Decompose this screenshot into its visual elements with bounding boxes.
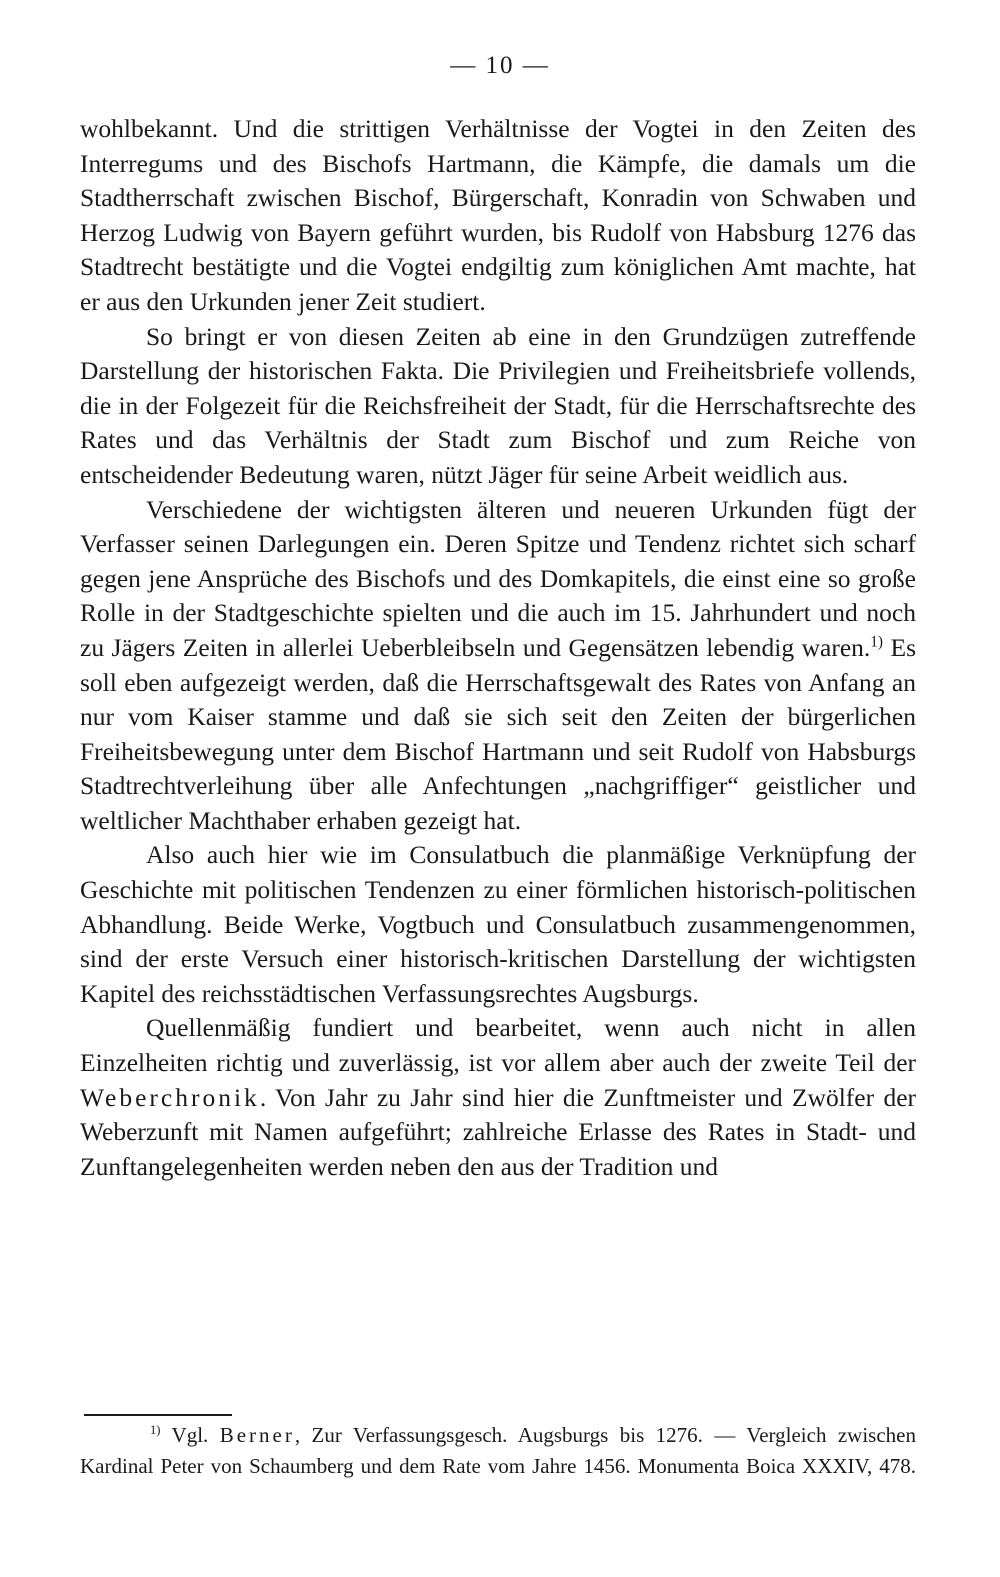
footnote-text-b: , Zur Verfassungsgesch. Augsburgs bis 1276. — Vergleich zwischen Kardinal Peter von Schaumberg und dem Rate vom Jahre 1456. Monumenta Boica XXXIV, 478. (80, 1423, 916, 1478)
footnote-marker: 1) (150, 1423, 161, 1437)
paragraph-4: Also auch hier wie im Consulatbuch die planmäßige Verknüpfung der Geschichte mit politischen Tendenzen zu einer förmlichen historisch-politischen Abhandlung. Beide Werke, Vogtbuch und Consulatbuch zusammengenommen, sind der erste Versuch einer historisch-kritischen Darstellung der wichtigsten Kapitel des reichsstädtischen Verfassungsrechtes Augsburgs. (80, 840, 916, 1008)
footnote-author: Berner (219, 1423, 295, 1447)
paragraph-5 (80, 1011, 916, 1184)
paragraph-5-text-b: . Von Jahr zu Jahr sind hier die Zunftmeister und Zwölfer der Weberzunft mit Namen aufgeführt; zahlreiche Erlasse des Rates in Stadt- und Zunftangelegenheiten werden neben den aus der Tradition und (80, 1082, 916, 1181)
paragraph-5-text-a: Quellenmäßig fundiert und bearbeitet, wenn auch nicht in allen Einzelheiten richtig und zuverlässig, ist vor allem aber auch der zweite Teil der (80, 1013, 916, 1078)
footnote-1 (80, 1420, 916, 1513)
paragraph-2: So bringt er von diesen Zeiten ab eine in den Grundzügen zutreffende Darstellung der historischen Fakta. Die Privilegien und Freiheitsbriefe vollends, die in der Folgezeit für die Reichsfreiheit der Stadt, für die Herrschaftsrechte des Rates und das Verhältnis der Stadt zum Bischof und zum Reiche von entscheidender Bedeutung waren, nützt Jäger für seine Arbeit weidlich aus. (80, 321, 916, 489)
footnote-reference: 1) (870, 633, 884, 651)
page-number: — 10 — (450, 52, 550, 79)
paragraph-1: wohlbekannt. Und die strittigen Verhältnisse der Vogtei in den Zeiten des Interregums und des Bischofs Hartmann, die Kämpfe, die damals um die Stadtherrschaft zwischen Bischof, Bürgerschaft, Konradin von Schwaben und Herzog Ludwig von Bayern geführt wurden, bis Rudolf von Habsburg 1276 das Stadtrecht bestätigte und die Vogtei endgiltig zum königlichen Amt machte, hat er aus den Urkunden jener Zeit studiert. (80, 114, 916, 316)
footnote-text-a: Vgl. (160, 1423, 220, 1447)
paragraph-3 (80, 493, 916, 839)
body-text (80, 112, 916, 1184)
paragraph-3-text-a: Verschiedene der wichtigsten älteren und neueren Urkunden fügt der Verfasser seinen Darlegungen ein. Deren Spitze und Tendenz richtet sich scharf gegen jene Ansprüche des Bischofs und des Domkapitels, die einst eine so große Rolle in der Stadtgeschichte spielten und die auch im 15. Jahrhundert und noch zu Jägers Zeiten in allerlei Ueberbleibseln und Gegensätzen lebendig waren. (80, 494, 916, 662)
emphasized-title: Weberchronik (80, 1082, 260, 1112)
footnote-divider (84, 1414, 232, 1416)
footnotes (80, 1420, 916, 1513)
paragraph-3-text-b: Es soll eben aufgezeigt werden, daß die Herrschaftsgewalt des Rates von Anfang an nur vom Kaiser stamme und daß sie sich seit den Zeiten der bürgerlichen Freiheitsbewegung unter dem Bischof Hartmann und seit Rudolf von Habsburgs Stadtrechtverleihung über alle Anfechtungen „nachgriffiger“ geistlicher und weltlicher Machthaber erhaben gezeigt hat. (80, 632, 917, 835)
